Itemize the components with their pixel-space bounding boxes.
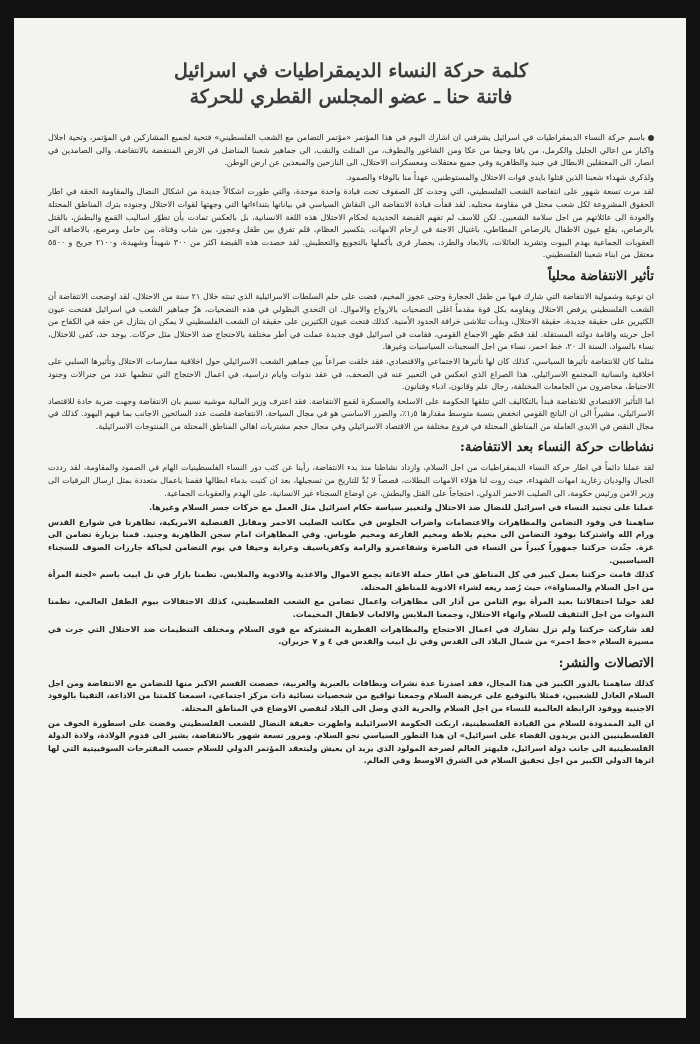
section-heading-communications: الاتصالات والنشر: xyxy=(558,655,654,671)
section2-paragraph: كذلك قامت حركتنا بعمل كبير في كل المناطق في اطار حملة الاغاثة بجمع الاموال والاغذية والادوية والملابس. نظمنا بازار في تل ابيب باسم «لجنة المرأة من اجل السلام والمساواة»، حيث رُصد ريعه لشراء الادوية للمناطق المحتلة. xyxy=(48,570,654,592)
section1-paragraph: ان نوعية وشمولية الانتفاضة التي شارك فيها من طفل الحجارة وحتى عجوز المخيم، قضت على حلم السلطات الاسرائيلية الذي تبنته خلال ٢١ سنة من الاحتلال، لقد اوضحت الانتفاضة أن الشعب الفلسطيني يرفض الاحتلال ويقاومه بكل قوة مقدماً اغلى التضحيات بالارواح والاموال. ان التحدي البطولي في هذه التضحيات، هزّ جماهير الشعب في اسرائيل ففتحت عيون الكثيرين على حقيقة جديدة، حقيقة الاحتلال، وبدأت تتلاشى خرافة الحدود الأمنية. كذلك فتحت عيون الكثيرين على حقيقة ان الشعب الفلسطيني لا يمكن ان يتنازل عن حقه في الكفاح من اجل حريته واقامة دولته المستقلة. لقد قصّم ظهر الاجماع القومي، فقامت في اسرائيل قوى جديدة عملت في أطر مختلفة بالاحتجاج ضد الاحتلال مثل حركات. يوجد حد، كفى للاحتلال، نساء بالسواد، السنة الـ ٢٠، خط احمر، نساء من اجل السجينات السياسيات وغيرها. xyxy=(48,291,654,352)
document-content xyxy=(48,58,654,770)
section1-paragraph: مثلما كان للانتفاضة تأثيرها السياسي، كذلك كان لها تأثيرها الاجتماعي والاقتصادي، فقد خلقت صراعاً بين جماهير الشعب الاسرائيلي حول اخلاقية ممارسات الاحتلال وتأثيرها السلبي على اخلاقية وانسانية المجتمع الاسرائيلي. هذا الصراع الذي انعكس في التعبير عنه في الصحف، في عقد ندوات وايام دراسية، في اعمال الاحتجاج التي تنظمها عدد من جنرالات وجنود الاحتياط، محاضرون من الجامعات المختلفة، رجال علم وقانون، ادباء وفنانون. xyxy=(48,356,654,392)
intro-paragraph: ولذكرى شهداء شعبنا الذين قتلوا بايدي قوات الاحتلال والمستوطنين، عهداً منا بالوفاء والصمود. xyxy=(345,172,654,182)
intro-paragraph: باسم حركة النساء الديمقراطيات في اسرائيل يشرفني ان اشارك اليوم في هذا المؤتمر «مؤتمر التضامن مع الشعب الفلسطيني» فتحية لجميع المشاركين في المؤتمر، وتحية اجلال واكبار من اعالي الجليل والكرمل، من يافا وحيفا من عكا ومن الشاغور والبطوف، من المثلث والنقب، الى جماهير شعبنا المناضل في الارض المنتفضة بالانتفاضة، والى الصامدين في انصار، الى المعتقلين الابطال في جنيد والظاهرية وفي جميع معتقلات ومعسكرات الاحتلال، الى النازحين والمبعدين عن ارض الوطن. xyxy=(48,133,654,168)
document-title: كلمة حركة النساء الديمقراطيات في اسرائيل xyxy=(173,60,529,82)
section3-paragraph: كذلك ساهمنا بالدور الكبير في هذا المجال، فقد اصدرنا عدة نشرات وبطاقات بالعبرية والعربية، خصصت القسم الاكبر منها للتضامن مع الانتفاضة ومن اجل السلام العادل للشعبين، فمثلا بالتوقيع على عريضة السلام وجمعنا تواقيع من شخصيات نسائية ذات مركز اجتماعي، اسمعنا كلمتنا من الاذاعة، التقينا بالوفود الاجنبية ووفود الرابطة العالمية للنساء من اجل السلام والحرية الذي وصل الى البلاد لتقصي الاوضاع في المناطق المحتلة. xyxy=(48,678,654,713)
section2-paragraph: لقد عملنا دائماً في اطار حركة النساء الديمقراطيات من اجل السلام، وازداد نشاطنا منذ بدء الانتفاضة، رأينا عن كثب دور النساء الفلسطينيات الهام في الصمود والمقاومة، لقد رددت الجبال والوديان زغاريد امهات الشهداء، حيث روت لنا هؤلاء الامهات البطلات، قصصاً لا بُدَّ للتاريخ من تسجيلها، بعد ان كتبت بدماء ابطالها فقمنا باعمال متعددة بمثل ارسال البرقيات الى وزير الامن ورئيس حكومة، الى الصليب الاحمر الدولي، احتجاجاً على القتل والبطش، عن اوضاع السجناء غير الانسانية، على الهدم والعقوبات الجماعية. xyxy=(48,463,654,498)
section3-paragraph: ان اليد الممدودة للسلام من القيادة الفلسطينية، اربكت الحكومة الاسرائيلية واظهرت حقيقة النضال للشعب الفلسطيني وقضت على اسطورة الخوف من الفلسطينيين الذين يريدون القضاء على اسرائيل» ان هذا التطور السياسي نحو السلام. ومرور تسعة شهور بالانتفاضة، بشير الى قدوم الولادة، ولادة الدولة الفلسطينية الى جانب دولة اسرائيل، فليهتز العالم لصرخة المولود الذي يريد ان يعيش وليتعقد المؤتمر الدولي للسلام حسب المقترحات السوفييتية التي لها اثرها الدولي الكبير من اجل تحقيق السلام في الشرق الاوسط وفي العالم. xyxy=(48,718,654,766)
section2-paragraph: لقد شاركت حركتنا ولم تزل تشارك في اعمال الاحتجاج والمظاهرات القطرية المشتركة مع قوى السلام ومختلف التنظيمات ضد الاحتلال التي جرت في مسيرة السلام «خط احمر» من شمال البلاد الى القدس وفي تل ابيب والقدس في ٤ و ٧ حزيران. xyxy=(48,624,654,647)
section2-paragraph: عملنا على تجنيد النساء في اسرائيل للنضال ضد الاحتلال ولتغيير سياسة حكام اسرائيل مثل العمل مع حركات جسر السلام وغيرها. xyxy=(149,503,654,513)
section-heading-local-impact: تأثير الانتفاضة محلياً xyxy=(548,268,654,284)
document-subtitle: فاتنة حنا ـ عضو المجلس القطري للحركة xyxy=(189,86,513,108)
section1-paragraph: اما التأثير الاقتصادي للانتفاضة فبدأ بالتكاليف التي تتلقها الحكومة على الاسلحة والعسكرة لقمع الانتفاضة. فقد اعترف وزير المالية موشيه نسيم بان الانتفاضة وجهت ضربة حادة للاقتصاد الاسرائيلي، مشيراً الى ان الناتج القومي انخفض بنسبة متوسط مقدارها ١٫٥٪، والضرر الاساسي هو في مجال السياحة، الانتفاضة قلصت عدد السائحين الاجانب بما فيهم اليهود. كذلك في مجال النقص في الايدي العاملة من المناطق المحتلة في فروع مختلفة من الاقتصاد الاسرائيلي وفي مجال حجم مشتريات اهالي المناطق المحتلة من المنتوجات الاسرائيلية. xyxy=(48,396,655,431)
section-heading-activities: نشاطات حركة النساء بعد الانتفاضة: xyxy=(460,440,654,456)
document-page xyxy=(14,18,686,1018)
section2-paragraph: ساهمنا في وفود التضامن والمظاهرات والاعتصامات واضراب الجلوس في مكاتب الصليب الاحمر ومقابل القنصلية الامريكية، تظاهرنا في شوارع القدس ورام الله واشتركنا بوفود التضامن الى مخيم بلاطة ومخيم الفارعة ومخيم طوباس. وفي المظاهرات امام سجن الظاهرية وجنيد. قمنا بزيارة تضامن الى غزة. جنّدت حركتنا جمهوراً كبيراً من النساء في الناصرة وشفاعمرو والرامة وكفرياسيف وعرابة وحيفا في يوم التضامن لحياكة جارزات الصوف للسجناء السياسيين. xyxy=(48,517,654,565)
bullet-icon xyxy=(648,135,654,141)
intro-paragraph: لقد مرت تسعة شهور على انتفاضة الشعب الفلسطيني، التي وحدت كل الصفوف تحت قيادة واحدة موحدة، والتي طورت اشكالاً جديدة من اشكال النضال والمقاومة الحقة في اطار الحقوق المشروعة لكل شعب محتل في مقاومة محتليه. لقد قفأت قيادة الانتفاضة الى النقاش السياسي في بياناتها بتنداءاتها التي وجهتها لقوات الاحتلال وجنوده بترك المناطق المحتلة والعودة الى عائلاتهم من اجل سلامة الشعبين. لكن للاسف لم تفهم القبضة الحديدية لحكام الاحتلال هذه اللغة الانسانية، بل بالعكس تمادت بأن تطوّر اساليب القمع والبطش، بالقتل بالرصاص، بقلع عيون الاطفال بالرصاص المطاطي، باغتيال الاجنة في ارحام الامهات، بتكسير العظام، قلم تفرق بين طفل وعجوز، بين شاب وفتاة، بين حامل ومرضع، بالاضافة الى العقوبات الجماعية بهدم البيوت وتشريد العائلات، بالابعاد والطرد، بحصار قرى بأكملها بالتجويع والتعطيش. لقد حصدت هذه القبضة اكثر من ٣٠٠ شهيداً وشهيدة، و٢١٠٠ جريح و ٥٥٠٠ معتقل من ابناء شعبنا الفلسطيني. xyxy=(48,187,655,260)
section2-paragraph: لقد حولنا احتفالاتنا بعيد المرأة يوم الثامن من آذار الى مظاهرات واعمال تضامن مع الشعب الفلسطيني، كذلك الاحتفالات بيوم الطفل العالمي، نظمنا الندوات من اجل التثقيف للسلام وانهاء الاحتلال، وجمعنا الملابس والالعاب لاطفال المخيمات. xyxy=(48,597,654,619)
